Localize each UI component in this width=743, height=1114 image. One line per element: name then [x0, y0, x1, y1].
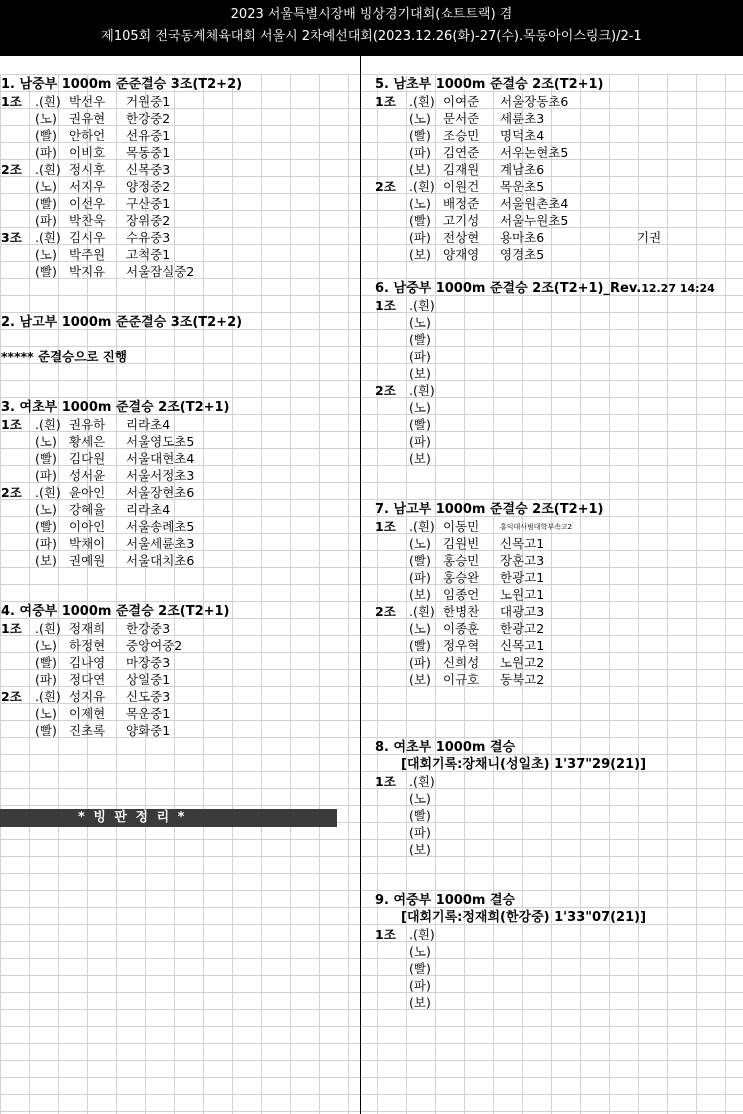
- skater-name: 권유현: [69, 111, 106, 126]
- lane-color: (보): [409, 842, 431, 857]
- skater-name: 하정현: [69, 638, 106, 653]
- lane-color: (빨): [409, 417, 431, 432]
- entry-row: [1, 450, 359, 467]
- lane-color: (파): [409, 145, 431, 160]
- entry-row: [375, 212, 743, 229]
- entry-row: [375, 399, 743, 416]
- lane-color: (빨): [35, 655, 57, 670]
- revision-timestamp: 12.27 14:24: [641, 282, 715, 295]
- skater-name: 배정준: [443, 196, 480, 211]
- lane-color: (노): [35, 247, 57, 262]
- skater-name: 이아인: [69, 519, 106, 534]
- document-subtitle: 제105회 전국동계체육대회 서울시 2차예선대회(2023.12.26(화)-27(수).목동아이스링크)/2-1: [101, 29, 642, 44]
- lane-color: (파): [409, 230, 431, 245]
- blank-row: [1, 280, 359, 297]
- entry-row: [375, 229, 743, 246]
- entry-row: [375, 637, 743, 654]
- lane-color: .(흰): [35, 417, 61, 432]
- school-name: 노원고1: [500, 587, 545, 602]
- school-name: 양정중2: [126, 179, 171, 194]
- lane-color: (파): [409, 978, 431, 993]
- school-name: 대광고3: [500, 604, 545, 619]
- lane-color: .(흰): [409, 179, 435, 194]
- skater-name: 진초록: [69, 723, 106, 738]
- lane-color: (노): [409, 400, 431, 415]
- school-name: 고척중1: [126, 247, 171, 262]
- skater-name: 문서준: [443, 111, 480, 126]
- entry-row: [1, 671, 359, 688]
- school-name: 한광고2: [500, 621, 545, 636]
- lane-color: (노): [409, 944, 431, 959]
- skater-name: 전상현: [443, 230, 480, 245]
- school-name: 서울원촌초4: [500, 196, 569, 211]
- entry-row: [375, 790, 743, 807]
- school-name: 선유중1: [126, 128, 171, 143]
- school-name: 장훈고3: [500, 553, 545, 568]
- skater-name: 김다원: [69, 451, 106, 466]
- blank-row: [1, 569, 359, 586]
- lane-color: .(흰): [409, 774, 435, 789]
- lane-color: (보): [409, 162, 431, 177]
- entry-row: [1, 688, 359, 705]
- entry-row: [1, 110, 359, 127]
- blank-row: [375, 705, 743, 722]
- entry-row: [375, 671, 743, 688]
- skater-name: 김연준: [443, 145, 480, 160]
- event-note: ***** 준결승으로 진행: [1, 349, 127, 364]
- event-title: [375, 892, 743, 909]
- entry-row: [375, 807, 743, 824]
- lane-color: .(흰): [35, 621, 61, 636]
- document-title: 2023 서울특별시장배 빙상경기대회(쇼트트랙) 겸: [230, 7, 513, 22]
- heat-label: 1조: [375, 298, 396, 313]
- document-header: [0, 0, 743, 56]
- lane-color: (파): [409, 349, 431, 364]
- event-title: [1, 399, 359, 416]
- blank-row: [375, 467, 743, 484]
- entry-row: [375, 620, 743, 637]
- lane-color: (노): [35, 502, 57, 517]
- school-name: 한강중2: [126, 111, 171, 126]
- skater-name: 홍승민: [443, 553, 480, 568]
- skater-name: 김원빈: [443, 536, 480, 551]
- entry-row: [1, 467, 359, 484]
- event-title: [1, 603, 359, 620]
- lane-color: (노): [409, 536, 431, 551]
- school-name: 서울서정초3: [126, 468, 195, 483]
- event-title-text: 3. 여초부 1000m 준결승 2조(T2+1): [1, 400, 230, 415]
- entry-row: [375, 195, 743, 212]
- heat-label: 2조: [1, 485, 22, 500]
- lane-color: (노): [409, 315, 431, 330]
- skater-name: 정우혁: [443, 638, 480, 653]
- lane-color: .(흰): [35, 230, 61, 245]
- entry-row: [375, 178, 743, 195]
- school-name: 명덕초4: [500, 128, 545, 143]
- lane-color: (노): [35, 179, 57, 194]
- entry-row: [375, 297, 743, 314]
- school-name: 목운초5: [500, 179, 545, 194]
- lane-color: (보): [409, 247, 431, 262]
- event-title-text: 2. 남고부 1000m 준준결승 3조(T2+2): [1, 315, 243, 330]
- entry-row: [1, 501, 359, 518]
- entry-row: [1, 484, 359, 501]
- heat-label: 2조: [375, 383, 396, 398]
- lane-color: (보): [409, 995, 431, 1010]
- skater-name: 권예원: [69, 553, 106, 568]
- lane-color: (파): [409, 570, 431, 585]
- school-name: 장위중2: [126, 213, 171, 228]
- lane-color: (빨): [409, 332, 431, 347]
- school-name: 신목고1: [500, 536, 545, 551]
- skater-name: 김나영: [69, 655, 106, 670]
- lane-color: (파): [35, 536, 57, 551]
- entry-row: [1, 535, 359, 552]
- lane-color: (노): [35, 638, 57, 653]
- skater-name: 박찬욱: [69, 213, 106, 228]
- blank-row: [375, 688, 743, 705]
- blank-row: [1, 331, 359, 348]
- lane-color: .(흰): [409, 519, 435, 534]
- skater-name: 서지우: [69, 179, 106, 194]
- skater-name: 정다연: [69, 672, 106, 687]
- lane-color: (노): [35, 434, 57, 449]
- entry-row: [1, 212, 359, 229]
- lane-color: .(흰): [35, 162, 61, 177]
- heat-label: 1조: [375, 927, 396, 942]
- school-name: 구산중1: [126, 196, 171, 211]
- skater-name: 이원건: [443, 179, 480, 194]
- skater-name: 황세은: [69, 434, 106, 449]
- lane-color: (파): [35, 468, 57, 483]
- skater-name: 안하언: [69, 128, 106, 143]
- lane-color: (노): [409, 111, 431, 126]
- lane-color: (보): [409, 366, 431, 381]
- school-name: 수유중3: [126, 230, 171, 245]
- skater-name: 이동민: [443, 519, 480, 534]
- skater-name: 이규호: [443, 672, 480, 687]
- heat-label: 2조: [1, 689, 22, 704]
- school-name: 서울대현초4: [126, 451, 195, 466]
- lane-color: (빨): [35, 451, 57, 466]
- lane-color: (파): [35, 145, 57, 160]
- school-name: 서울누원초5: [500, 213, 569, 228]
- entry-row: [1, 178, 359, 195]
- skater-name: 이종훈: [443, 621, 480, 636]
- school-name: 서울대치초6: [126, 553, 195, 568]
- lane-color: (보): [35, 553, 57, 568]
- blank-row: [1, 297, 359, 314]
- event-title-text: 5. 남초부 1000m 준결승 2조(T2+1): [375, 77, 604, 92]
- lane-color: (빨): [409, 128, 431, 143]
- entry-row: [1, 637, 359, 654]
- skater-name: 박채이: [69, 536, 106, 551]
- school-name: 용마초6: [500, 230, 545, 245]
- entry-row: [375, 110, 743, 127]
- school-name: 신도중3: [126, 689, 171, 704]
- blank-row: [375, 263, 743, 280]
- lane-color: (빨): [409, 808, 431, 823]
- entry-row: [375, 93, 743, 110]
- lane-color: (파): [35, 672, 57, 687]
- lane-color: .(흰): [35, 689, 61, 704]
- lane-color: (노): [409, 621, 431, 636]
- school-name: 서울장동초6: [500, 94, 569, 109]
- entry-row: [1, 263, 359, 280]
- skater-name: 성지유: [69, 689, 106, 704]
- event-title-text: 6. 남중부 1000m 준결승 2조(T2+1)_Rev.: [375, 281, 642, 296]
- entry-row: [1, 705, 359, 722]
- entry-row: [1, 654, 359, 671]
- entry-row: [375, 450, 743, 467]
- school-name: 서우논현초5: [500, 145, 569, 160]
- skater-name: 임종언: [443, 587, 480, 602]
- school-name: 리라초4: [126, 417, 171, 432]
- lane-color: (보): [409, 672, 431, 687]
- lane-color: .(흰): [35, 485, 61, 500]
- entry-row: [1, 416, 359, 433]
- lane-color: (빨): [35, 128, 57, 143]
- blank-row: [375, 875, 743, 892]
- school-name: 상일중1: [126, 672, 171, 687]
- lane-color: .(흰): [409, 298, 435, 313]
- heat-label: 1조: [375, 519, 396, 534]
- skater-name: 성서윤: [69, 468, 106, 483]
- lane-color: (빨): [409, 638, 431, 653]
- lane-color: (빨): [409, 213, 431, 228]
- school-name: 서울잠실중2: [126, 264, 195, 279]
- heat-label: 1조: [1, 417, 22, 432]
- school-name: 홍익대사범대학부속고2: [500, 523, 573, 531]
- entry-row: [1, 552, 359, 569]
- lane-color: (노): [409, 791, 431, 806]
- school-name: 한광고1: [500, 570, 545, 585]
- entry-row: [1, 161, 359, 178]
- lane-color: (빨): [409, 553, 431, 568]
- entry-row: [375, 943, 743, 960]
- entry-row: [375, 994, 743, 1011]
- blank-row: [1, 382, 359, 399]
- heat-label: 2조: [375, 179, 396, 194]
- school-name: 중앙여중2: [126, 638, 183, 653]
- event-title: [375, 76, 743, 93]
- entry-row: [375, 926, 743, 943]
- left-column: [1, 76, 359, 739]
- meet-record: [대회기록:장채니(성일초) 1'37"29(21)]: [401, 757, 647, 772]
- school-name: 거원중1: [126, 94, 171, 109]
- withdrawal-note: 기권: [637, 230, 662, 245]
- heat-label: 2조: [1, 162, 22, 177]
- skater-name: 이제현: [69, 706, 106, 721]
- school-name: 신목고1: [500, 638, 545, 653]
- entry-row: [375, 773, 743, 790]
- entry-row: [1, 433, 359, 450]
- lane-color: (빨): [35, 196, 57, 211]
- entry-row: [375, 977, 743, 994]
- lane-color: (빨): [35, 264, 57, 279]
- skater-name: 신희성: [443, 655, 480, 670]
- entry-row: [1, 518, 359, 535]
- skater-name: 양재영: [443, 247, 480, 262]
- entry-row: [1, 127, 359, 144]
- ice-resurfacing-label: * 빙 판 정 리 *: [78, 810, 187, 825]
- school-name: 서울장현초6: [126, 485, 195, 500]
- lane-color: .(흰): [35, 94, 61, 109]
- entry-row: [375, 348, 743, 365]
- entry-row: [375, 603, 743, 620]
- skater-name: 조승민: [443, 128, 480, 143]
- event-title-text: 9. 여중부 1000m 결승: [375, 893, 516, 908]
- entry-row: [375, 586, 743, 603]
- blank-row: [1, 586, 359, 603]
- blank-row: [375, 858, 743, 875]
- entry-row: [375, 841, 743, 858]
- skater-name: 권유하: [69, 417, 106, 432]
- school-name: 한강중3: [126, 621, 171, 636]
- skater-name: 강혜율: [69, 502, 106, 517]
- school-name: 동북고2: [500, 672, 545, 687]
- heat-label: 1조: [1, 94, 22, 109]
- entry-row: [1, 620, 359, 637]
- lane-color: .(흰): [409, 94, 435, 109]
- entry-row: [375, 654, 743, 671]
- event-title-text: 7. 남고부 1000m 준결승 2조(T2+1): [375, 502, 604, 517]
- entry-row: [375, 246, 743, 263]
- school-name: 서울영도초5: [126, 434, 195, 449]
- heat-label: 2조: [375, 604, 396, 619]
- lane-color: .(흰): [409, 604, 435, 619]
- skater-name: 김시우: [69, 230, 106, 245]
- school-name: 영경초5: [500, 247, 545, 262]
- lane-color: (파): [409, 825, 431, 840]
- skater-name: 박지유: [69, 264, 106, 279]
- skater-name: 박선우: [69, 94, 106, 109]
- school-name: 노원고2: [500, 655, 545, 670]
- lane-color: (파): [409, 434, 431, 449]
- event-title-text: 4. 여중부 1000m 준결승 2조(T2+1): [1, 604, 230, 619]
- ice-resurfacing-banner: [0, 809, 337, 827]
- entry-row: [375, 161, 743, 178]
- event-title: [375, 501, 743, 518]
- lane-color: (보): [409, 451, 431, 466]
- event-title: [375, 739, 743, 756]
- skater-name: 이비호: [69, 145, 106, 160]
- entry-row: [375, 433, 743, 450]
- school-name: 신목중3: [126, 162, 171, 177]
- entry-row: [375, 518, 743, 535]
- skater-name: 홍승완: [443, 570, 480, 585]
- event-title: [375, 280, 743, 297]
- lane-color: (파): [35, 213, 57, 228]
- lane-color: (빨): [35, 723, 57, 738]
- event-title-text: 1. 남중부 1000m 준준결승 3조(T2+2): [1, 77, 243, 92]
- school-name: 마장중3: [126, 655, 171, 670]
- event-title: [1, 314, 359, 331]
- skater-name: 이선우: [69, 196, 106, 211]
- school-name: 양화중1: [126, 723, 171, 738]
- blank-row: [1, 365, 359, 382]
- school-name: 계남초6: [500, 162, 545, 177]
- school-name: 세륜초3: [500, 111, 545, 126]
- skater-name: 윤아인: [69, 485, 106, 500]
- lane-color: (노): [35, 706, 57, 721]
- meet-record: [대회기록:정재희(한강중) 1'33"07(21)]: [401, 910, 647, 925]
- entry-row: [1, 722, 359, 739]
- entry-row: [1, 195, 359, 212]
- entry-row: [375, 382, 743, 399]
- lane-color: (노): [35, 111, 57, 126]
- heat-label: 3조: [1, 230, 22, 245]
- blank-row: [375, 484, 743, 501]
- skater-name: 고기성: [443, 213, 480, 228]
- entry-row: [375, 569, 743, 586]
- entry-row: [375, 144, 743, 161]
- entry-row: [375, 365, 743, 382]
- heat-label: 1조: [1, 621, 22, 636]
- right-column: [375, 76, 743, 1011]
- blank-row: [375, 722, 743, 739]
- entry-row: [1, 144, 359, 161]
- event-title: [1, 76, 359, 93]
- school-name: 목운중1: [126, 706, 171, 721]
- school-name: 리라초4: [126, 502, 171, 517]
- entry-row: [375, 416, 743, 433]
- entry-row: [1, 246, 359, 263]
- lane-color: (파): [409, 655, 431, 670]
- entry-row: [375, 960, 743, 977]
- entry-row: [375, 824, 743, 841]
- lane-color: (빨): [409, 961, 431, 976]
- entry-row: [375, 127, 743, 144]
- school-name: 서울송례초5: [126, 519, 195, 534]
- entry-row: [375, 535, 743, 552]
- lane-color: (보): [409, 587, 431, 602]
- entry-row: [1, 229, 359, 246]
- entry-row: [375, 314, 743, 331]
- column-divider: [360, 56, 361, 1114]
- heat-label: 1조: [375, 94, 396, 109]
- lane-color: .(흰): [409, 927, 435, 942]
- skater-name: 한병찬: [443, 604, 480, 619]
- skater-name: 이여준: [443, 94, 480, 109]
- lane-color: (노): [409, 196, 431, 211]
- entry-row: [375, 552, 743, 569]
- entry-row: [1, 93, 359, 110]
- entry-row: [375, 331, 743, 348]
- lane-color: (빨): [35, 519, 57, 534]
- skater-name: 정재희: [69, 621, 106, 636]
- skater-name: 김재원: [443, 162, 480, 177]
- lane-color: .(흰): [409, 383, 435, 398]
- school-name: 목동중1: [126, 145, 171, 160]
- skater-name: 박주원: [69, 247, 106, 262]
- heat-label: 1조: [375, 774, 396, 789]
- event-title-text: 8. 여초부 1000m 결승: [375, 740, 516, 755]
- skater-name: 정시후: [69, 162, 106, 177]
- school-name: 서울세륜초3: [126, 536, 195, 551]
